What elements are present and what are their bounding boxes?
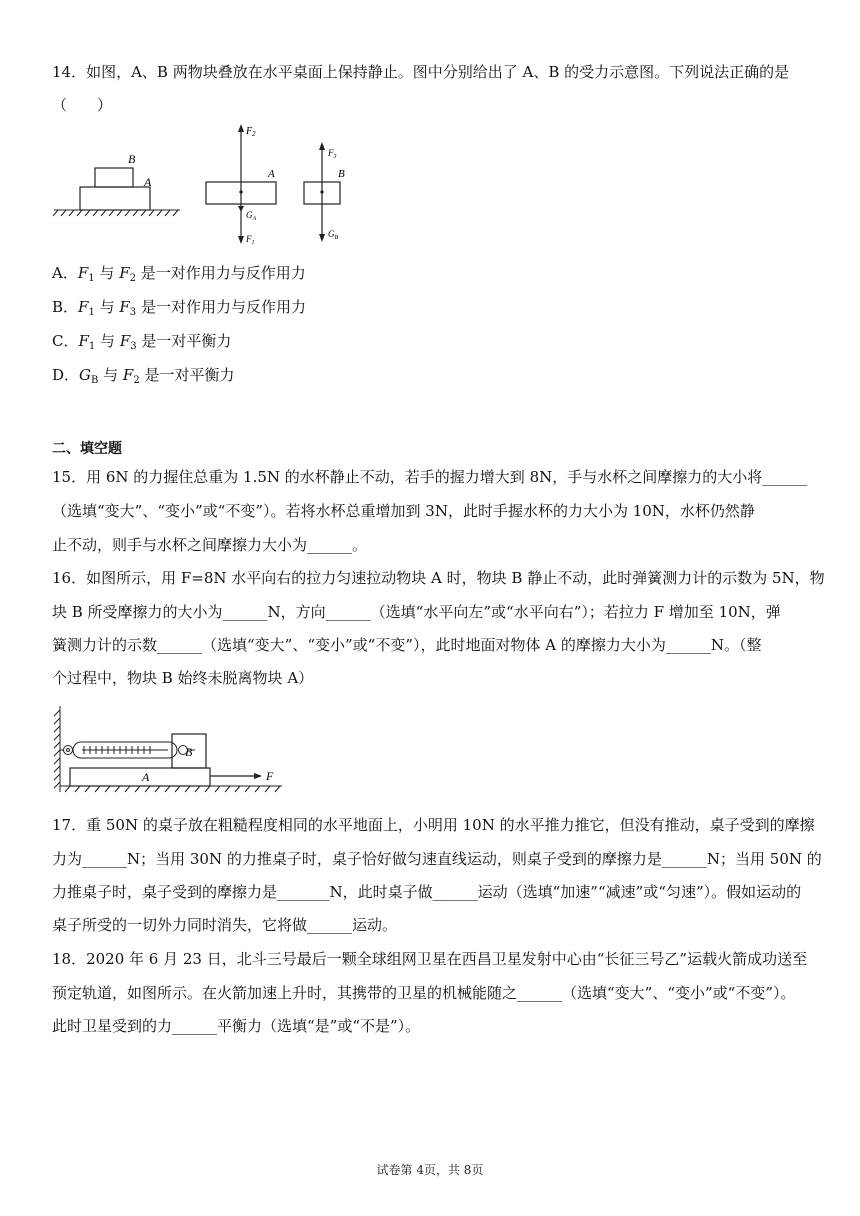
label-a-block: A — [144, 175, 152, 189]
q15-line1: 15．用 6N 的力握住总重为 1.5N 的水杯静止不动，若手的握力增大到 8N，手与水杯之间摩擦力的大小将______ — [52, 468, 808, 486]
q14-option-d: D．$G_B$ 与 $F_2$ 是一对平衡力 — [52, 366, 235, 386]
q14-stem-line1: 14．如图，A、B 两物块叠放在水平桌面上保持静止。图中分别给出了 A、B 的受力示意图。下列说法正确的是 — [52, 63, 790, 81]
q16-line1: 16．如图所示，用 F=8N 水平向右的拉力匀速拉动物块 A 时，物块 B 静止不动，此时弹簧测力计的示数为 5N，物 — [52, 569, 825, 587]
label-gb: G — [328, 229, 335, 239]
label-b-free: B — [338, 168, 345, 180]
ground-surface — [53, 210, 180, 216]
label-f-16: F — [266, 769, 274, 783]
q18-line2: 预定轨道，如图所示。在火箭加速上升时，其携带的卫星的机械能随之______（选填“变大”、“变小”或“不变”）。 — [52, 984, 796, 1002]
q17-line2: 力为______N；当用 30N 的力推桌子时，桌子恰好做匀速直线运动，则桌子受到的摩擦力是______N；当用 50N 的 — [52, 850, 822, 868]
block-a — [80, 187, 150, 210]
svg-text:F2 — [245, 126, 256, 138]
q16-line2: 块 B 所受摩擦力的大小为______N，方向______（选填“水平向左”或“水平向右”）；若拉力 F 增加至 10N，弹 — [52, 603, 781, 621]
q17-line4: 桌子所受的一切外力同时消失，它将做______运动。 — [52, 916, 398, 934]
q16-line4: 个过程中，物块 B 始终未脱离物块 A） — [52, 669, 314, 687]
floor — [60, 786, 282, 792]
q18-line3: 此时卫星受到的力______平衡力（选填“是”或“不是”）。 — [52, 1017, 421, 1035]
q15-line3: 止不动，则手与水杯之间摩擦力大小为______。 — [52, 536, 368, 554]
q16-figure — [50, 700, 290, 800]
block-a-16 — [70, 768, 210, 786]
label-a-16: A — [142, 770, 150, 784]
q14-stem-line2: （ ） — [52, 96, 113, 114]
label-f3: F — [328, 148, 334, 158]
svg-text:F3 — [327, 148, 337, 160]
page-footer: 试卷第 4页，共 8页 — [376, 1163, 484, 1177]
label-f1-sub: 1 — [251, 240, 255, 246]
label-b-block: B — [128, 152, 136, 166]
q14-option-b: B．$F_1$ 与 $F_3$ 是一对作用力与反作用力 — [52, 298, 306, 318]
q18-line1: 18．2020 年 6 月 23 日，北斗三号最后一颗全球组网卫星在西昌卫星发射中心由“长征三号乙”运载火箭成功送至 — [52, 950, 808, 968]
svg-text:GA — [246, 210, 257, 222]
svg-text:F1 — [245, 234, 255, 246]
svg-text:GB — [328, 229, 339, 241]
spring-scale — [60, 742, 195, 758]
q14-option-a: A．$F_1$ 与 $F_2$ 是一对作用力与反作用力 — [52, 264, 306, 284]
q15-line2: （选填“变大”、“变小”或“不变”）。若将水杯总重增加到 3N，此时手握水杯的力大小为 10N，水杯仍然静 — [52, 502, 755, 520]
label-a-free: A — [268, 168, 275, 180]
label-b-16: B — [185, 745, 193, 759]
q17-line3: 力推桌子时，桌子受到的摩擦力是_______N，此时桌子做______运动（选填“加速”“减速”或“匀速”）。假如运动的 — [52, 883, 802, 901]
q16-line3: 簧测力计的示数______（选填“变大”、“变小”或“不变”），此时地面对物体 A 的摩擦力大小为______N。（整 — [52, 636, 762, 654]
q14-figure — [50, 120, 390, 250]
section-heading-fill-blank: 二、填空题 — [52, 441, 122, 457]
wall — [54, 706, 60, 792]
block-b — [95, 168, 133, 187]
label-gb-sub: B — [334, 235, 339, 241]
label-f2-sub: 2 — [252, 130, 256, 138]
label-ga-sub: A — [252, 216, 257, 222]
label-ga: G — [246, 210, 253, 220]
q14-option-c: C．$F_1$ 与 $F_3$ 是一对平衡力 — [52, 332, 232, 352]
q17-line1: 17．重 50N 的桌子放在粗糙程度相同的水平地面上，小明用 10N 的水平推力推它，但没有推动，桌子受到的摩擦 — [52, 816, 815, 834]
label-f3-sub: 3 — [333, 154, 337, 160]
label-f1: F — [246, 234, 252, 244]
label-f2: F — [246, 126, 253, 137]
